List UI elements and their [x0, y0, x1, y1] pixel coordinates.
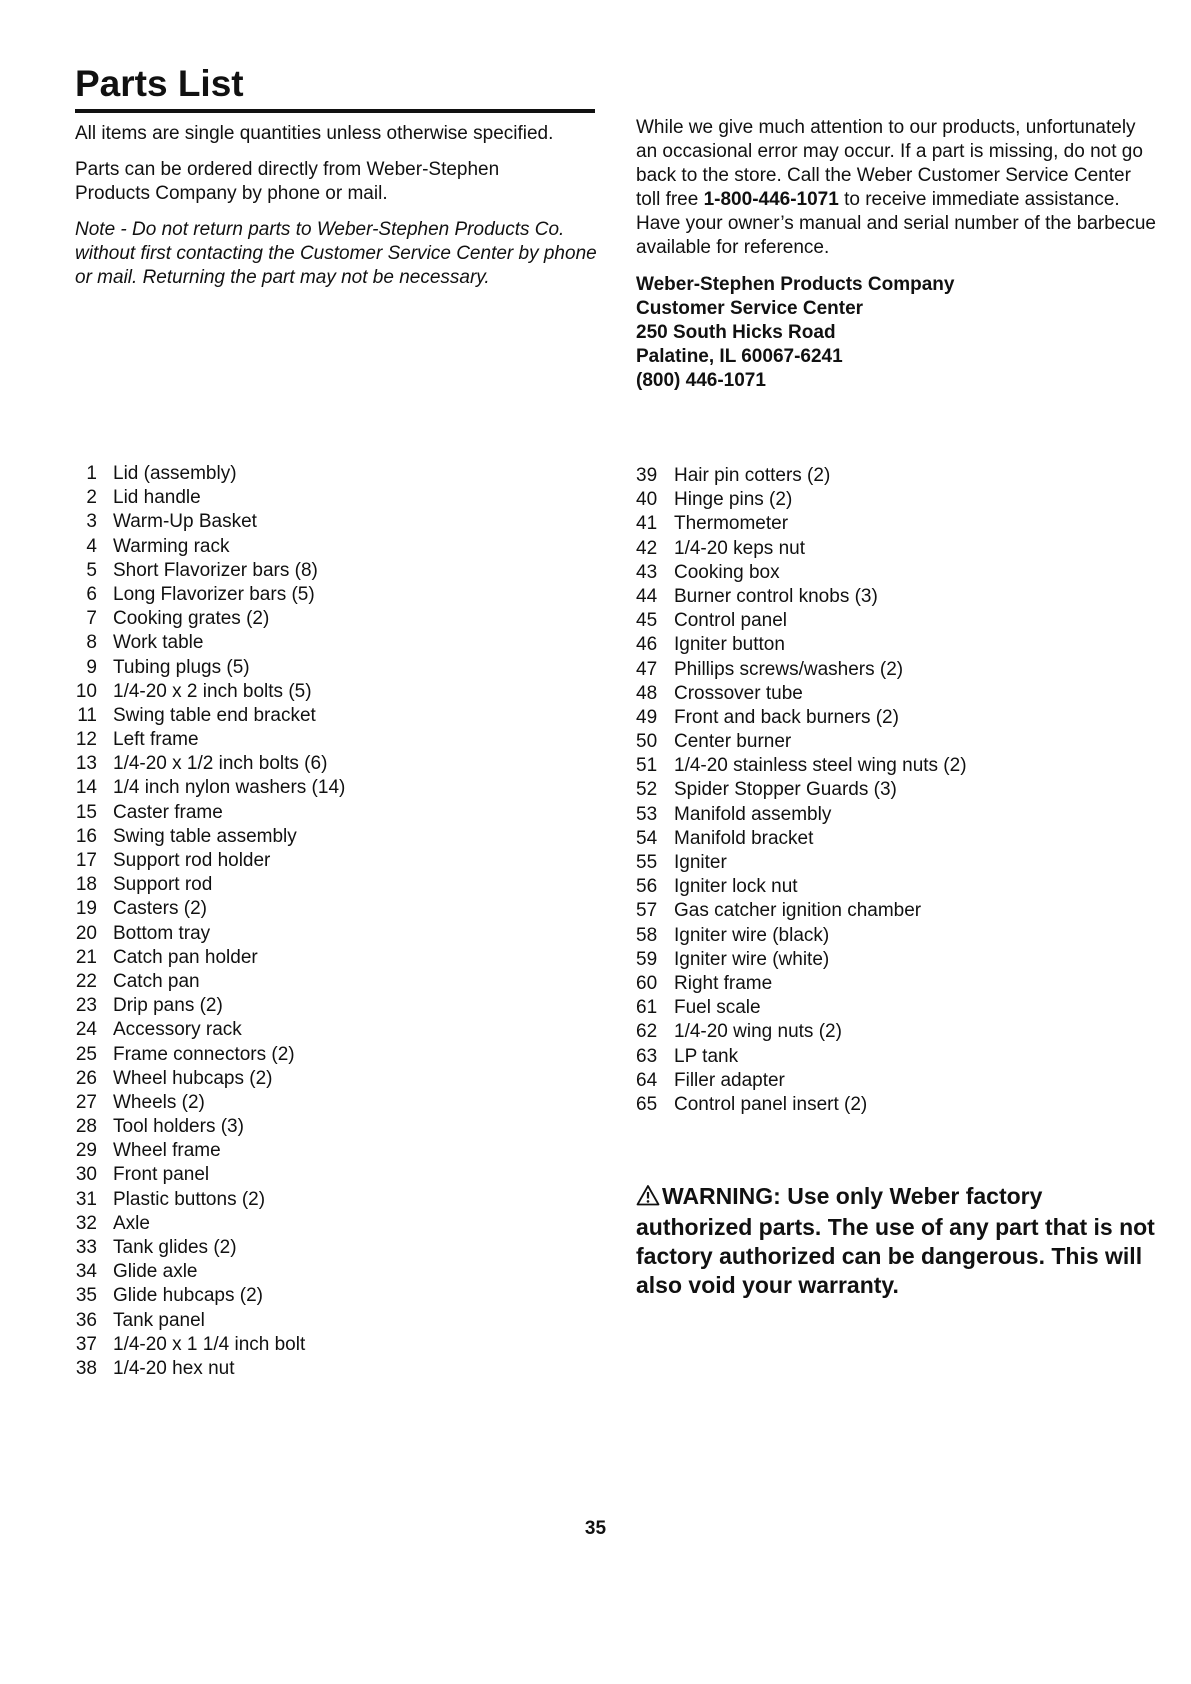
address-phone: (800) 446-1071	[636, 370, 766, 391]
part-item	[636, 512, 967, 536]
part-number: 37	[75, 1333, 97, 1355]
part-number: 35	[75, 1285, 97, 1307]
part-number: 47	[636, 658, 658, 680]
part-name: LP tank	[674, 1045, 739, 1067]
part-name: 1/4-20 hex nut	[113, 1357, 235, 1379]
part-item	[75, 1139, 345, 1163]
part-name: Lid (assembly)	[113, 463, 237, 484]
part-number: 63	[636, 1045, 658, 1067]
part-item	[636, 875, 967, 899]
part-item	[636, 778, 967, 802]
part-item	[75, 897, 345, 921]
part-number: 30	[75, 1164, 97, 1186]
warning-text: WARNING: Use only Weber factory authorized parts. The use of any part that is not factory authorized can be dangerous. This will also void your warranty.	[636, 1183, 1155, 1298]
part-number: 19	[75, 898, 97, 920]
part-item	[636, 537, 967, 561]
part-name: Tank glides (2)	[113, 1237, 237, 1258]
part-item	[75, 1236, 345, 1260]
part-number: 15	[75, 801, 97, 823]
part-name: Glide hubcaps (2)	[113, 1285, 263, 1307]
part-name: Front and back burners (2)	[674, 706, 899, 728]
part-item	[636, 1093, 967, 1117]
service-text-before: While we give much attention to our products, unfortunately an occasional error may occur. If a part is missing, do not go back to the store. Call the Weber Customer Service Center toll free	[636, 117, 1143, 210]
service-paragraph	[636, 116, 1156, 260]
service-text-after: to receive immediate assistance. Have your owner’s manual and serial number of the barbecue available for reference.	[636, 189, 1156, 258]
part-item	[75, 680, 345, 704]
part-item	[636, 585, 967, 609]
part-name: Wheel frame	[113, 1140, 221, 1162]
part-number: 36	[75, 1309, 97, 1331]
part-item	[75, 801, 345, 825]
part-number: 18	[75, 874, 97, 896]
part-name: Control panel insert (2)	[674, 1093, 868, 1115]
part-number: 53	[636, 803, 658, 825]
parts-list-right	[636, 464, 967, 1117]
part-name: Igniter lock nut	[674, 876, 798, 898]
service-phone: 1-800-446-1071	[703, 189, 839, 210]
part-item	[75, 994, 345, 1018]
part-name: Fuel scale	[674, 997, 761, 1019]
parts-list-left	[75, 462, 345, 1381]
part-number: 23	[75, 995, 97, 1017]
part-name: Support rod holder	[113, 850, 271, 871]
part-number: 42	[636, 537, 658, 559]
part-name: Burner control knobs (3)	[674, 585, 878, 607]
part-name: Support rod	[113, 874, 213, 896]
part-item	[75, 704, 345, 728]
part-item	[75, 631, 345, 655]
part-name: Filler adapter	[674, 1069, 785, 1091]
part-number: 62	[636, 1021, 658, 1043]
part-item	[75, 1091, 345, 1115]
part-item	[636, 754, 967, 778]
part-number: 61	[636, 997, 658, 1019]
part-item	[636, 1069, 967, 1093]
part-item	[636, 972, 967, 996]
part-name: Wheels (2)	[113, 1091, 205, 1113]
part-name: Bottom tray	[113, 922, 211, 944]
address-street: 250 South Hicks Road	[636, 322, 836, 343]
part-name: 1/4-20 x 2 inch bolts (5)	[113, 680, 312, 702]
part-number: 6	[86, 583, 97, 605]
part-number: 33	[75, 1237, 97, 1258]
part-number: 28	[75, 1116, 97, 1138]
part-name: Hair pin cotters (2)	[674, 465, 831, 486]
part-name: Igniter button	[674, 634, 785, 656]
part-name: Swing table end bracket	[113, 704, 316, 726]
part-name: 1/4 inch nylon washers (14)	[113, 777, 346, 799]
part-number: 46	[636, 634, 658, 656]
part-item	[636, 682, 967, 706]
part-item	[75, 728, 345, 752]
address-city: Palatine, IL 60067-6241	[636, 346, 843, 367]
part-number: 52	[636, 779, 658, 801]
part-number: 44	[636, 585, 658, 607]
part-item	[636, 827, 967, 851]
part-item	[75, 535, 345, 559]
single-quantities-note: All items are single quantities unless otherwise specified.	[75, 123, 554, 144]
part-item	[75, 656, 345, 680]
part-item	[75, 1212, 345, 1236]
part-number: 31	[75, 1188, 97, 1210]
part-name: 1/4-20 x 1 1/4 inch bolt	[113, 1333, 306, 1355]
part-number: 43	[636, 561, 658, 583]
part-item	[75, 970, 345, 994]
part-number: 14	[75, 777, 97, 799]
part-name: Crossover tube	[674, 682, 803, 704]
part-item	[636, 996, 967, 1020]
part-name: Catch pan holder	[113, 946, 258, 968]
part-number: 60	[636, 972, 658, 994]
part-item	[75, 1357, 345, 1381]
part-item	[75, 1333, 345, 1357]
part-name: Tank panel	[113, 1309, 205, 1331]
part-name: Lid handle	[113, 487, 201, 509]
part-number: 64	[636, 1069, 658, 1091]
part-item	[636, 948, 967, 972]
part-name: Drip pans (2)	[113, 995, 223, 1017]
part-name: Tool holders (3)	[113, 1116, 244, 1138]
part-name: Tubing plugs (5)	[113, 656, 250, 678]
part-number: 7	[86, 608, 97, 630]
part-name: Spider Stopper Guards (3)	[674, 779, 897, 801]
part-name: Casters (2)	[113, 898, 207, 920]
part-name: Short Flavorizer bars (8)	[113, 559, 318, 581]
part-item	[75, 510, 345, 534]
part-name: Axle	[113, 1212, 150, 1234]
part-number: 27	[75, 1091, 97, 1113]
part-number: 56	[636, 876, 658, 898]
part-name: Wheel hubcaps (2)	[113, 1067, 273, 1089]
part-number: 54	[636, 827, 658, 849]
part-item	[636, 924, 967, 948]
part-item	[75, 1260, 345, 1284]
address-center: Customer Service Center	[636, 298, 864, 319]
part-name: Plastic buttons (2)	[113, 1188, 266, 1210]
part-item	[75, 1018, 345, 1042]
part-item	[636, 1020, 967, 1044]
part-number: 50	[636, 731, 658, 753]
part-number: 29	[75, 1140, 97, 1162]
part-name: Warm-Up Basket	[113, 511, 257, 533]
part-item	[75, 1188, 345, 1212]
part-name: Work table	[113, 632, 204, 654]
part-number: 41	[636, 513, 658, 535]
part-number: 57	[636, 900, 658, 922]
part-item	[636, 706, 967, 730]
warning-block	[636, 1182, 1156, 1300]
part-item	[75, 486, 345, 510]
part-item	[75, 1067, 345, 1091]
part-item	[636, 803, 967, 827]
part-item	[75, 825, 345, 849]
service-address	[636, 273, 954, 393]
part-number: 34	[75, 1261, 97, 1283]
part-number: 8	[86, 632, 97, 654]
part-number: 20	[75, 922, 97, 944]
part-name: 1/4-20 x 1/2 inch bolts (6)	[113, 753, 328, 775]
part-number: 3	[86, 511, 97, 533]
part-name: Long Flavorizer bars (5)	[113, 583, 315, 605]
part-name: Front panel	[113, 1164, 210, 1186]
part-name: 1/4-20 stainless steel wing nuts (2)	[674, 755, 967, 777]
return-note: Note - Do not return parts to Weber-Stephen Products Co. without first contacting the Customer Service Center by phone or mail. Returning the part may not be necessary.	[75, 219, 597, 288]
part-item	[75, 752, 345, 776]
part-number: 12	[75, 729, 97, 751]
part-name: Catch pan	[113, 970, 200, 992]
warning-triangle-icon	[636, 1184, 660, 1213]
part-item	[75, 559, 345, 583]
part-item	[636, 851, 967, 875]
part-number: 65	[636, 1093, 658, 1115]
part-number: 10	[75, 680, 97, 702]
part-name: Igniter	[674, 852, 727, 873]
part-name: Igniter wire (black)	[674, 924, 830, 946]
part-item	[636, 609, 967, 633]
part-item	[75, 946, 345, 970]
part-item	[75, 1309, 345, 1333]
part-name: Cooking grates (2)	[113, 608, 270, 630]
part-number: 4	[86, 535, 97, 557]
part-number: 1	[86, 463, 97, 484]
address-company: Weber-Stephen Products Company	[636, 274, 955, 295]
part-number: 58	[636, 924, 658, 946]
part-item	[75, 1163, 345, 1187]
part-name: Swing table assembly	[113, 825, 297, 847]
part-number: 38	[75, 1357, 97, 1379]
part-number: 21	[75, 946, 97, 968]
part-name: 1/4-20 keps nut	[674, 537, 805, 559]
part-name: Caster frame	[113, 801, 223, 823]
part-number: 24	[75, 1019, 97, 1041]
part-number: 2	[86, 487, 97, 509]
part-name: Accessory rack	[113, 1019, 242, 1041]
part-item	[636, 488, 967, 512]
part-item	[75, 1115, 345, 1139]
part-number: 26	[75, 1067, 97, 1089]
ordering-note: Parts can be ordered directly from Weber-Stephen Products Company by phone or mail.	[75, 159, 500, 204]
part-item	[75, 1284, 345, 1308]
part-number: 13	[75, 753, 97, 775]
part-item	[636, 561, 967, 585]
page-title: Parts List	[75, 63, 244, 104]
part-number: 40	[636, 489, 658, 511]
part-name: 1/4-20 wing nuts (2)	[674, 1021, 842, 1043]
part-name: Control panel	[674, 610, 788, 632]
part-name: Gas catcher ignition chamber	[674, 900, 922, 922]
part-item	[636, 730, 967, 754]
part-item	[636, 464, 967, 488]
part-number: 39	[636, 465, 658, 486]
part-name: Hinge pins (2)	[674, 489, 793, 511]
part-name: Manifold assembly	[674, 803, 832, 825]
part-number: 16	[75, 825, 97, 847]
part-item	[75, 873, 345, 897]
part-item	[75, 1043, 345, 1067]
page-number: 35	[584, 1518, 607, 1539]
part-number: 22	[75, 970, 97, 992]
part-item	[75, 922, 345, 946]
part-item	[636, 1045, 967, 1069]
part-number: 32	[75, 1212, 97, 1234]
part-item	[75, 583, 345, 607]
part-name: Glide axle	[113, 1261, 198, 1283]
part-item	[636, 633, 967, 657]
part-number: 11	[77, 704, 97, 726]
part-number: 45	[636, 610, 658, 632]
part-name: Thermometer	[674, 513, 789, 535]
part-item	[75, 462, 345, 486]
part-number: 55	[636, 852, 658, 873]
title-rule	[75, 109, 595, 113]
part-number: 9	[86, 656, 97, 678]
part-item	[636, 658, 967, 682]
part-name: Right frame	[674, 972, 773, 994]
part-number: 59	[636, 948, 658, 970]
part-name: Igniter wire (white)	[674, 948, 830, 970]
part-name: Left frame	[113, 729, 199, 751]
part-number: 48	[636, 682, 658, 704]
part-name: Cooking box	[674, 561, 780, 583]
part-item	[636, 899, 967, 923]
part-number: 5	[86, 559, 97, 581]
part-name: Manifold bracket	[674, 827, 814, 849]
part-item	[75, 607, 345, 631]
part-number: 17	[75, 850, 97, 871]
part-name: Center burner	[674, 731, 792, 753]
part-name: Warming rack	[113, 535, 230, 557]
part-item	[75, 849, 345, 873]
part-number: 51	[636, 755, 658, 777]
part-number: 49	[636, 706, 658, 728]
part-number: 25	[75, 1043, 97, 1065]
part-item	[75, 776, 345, 800]
part-name: Phillips screws/washers (2)	[674, 658, 904, 680]
part-name: Frame connectors (2)	[113, 1043, 295, 1065]
